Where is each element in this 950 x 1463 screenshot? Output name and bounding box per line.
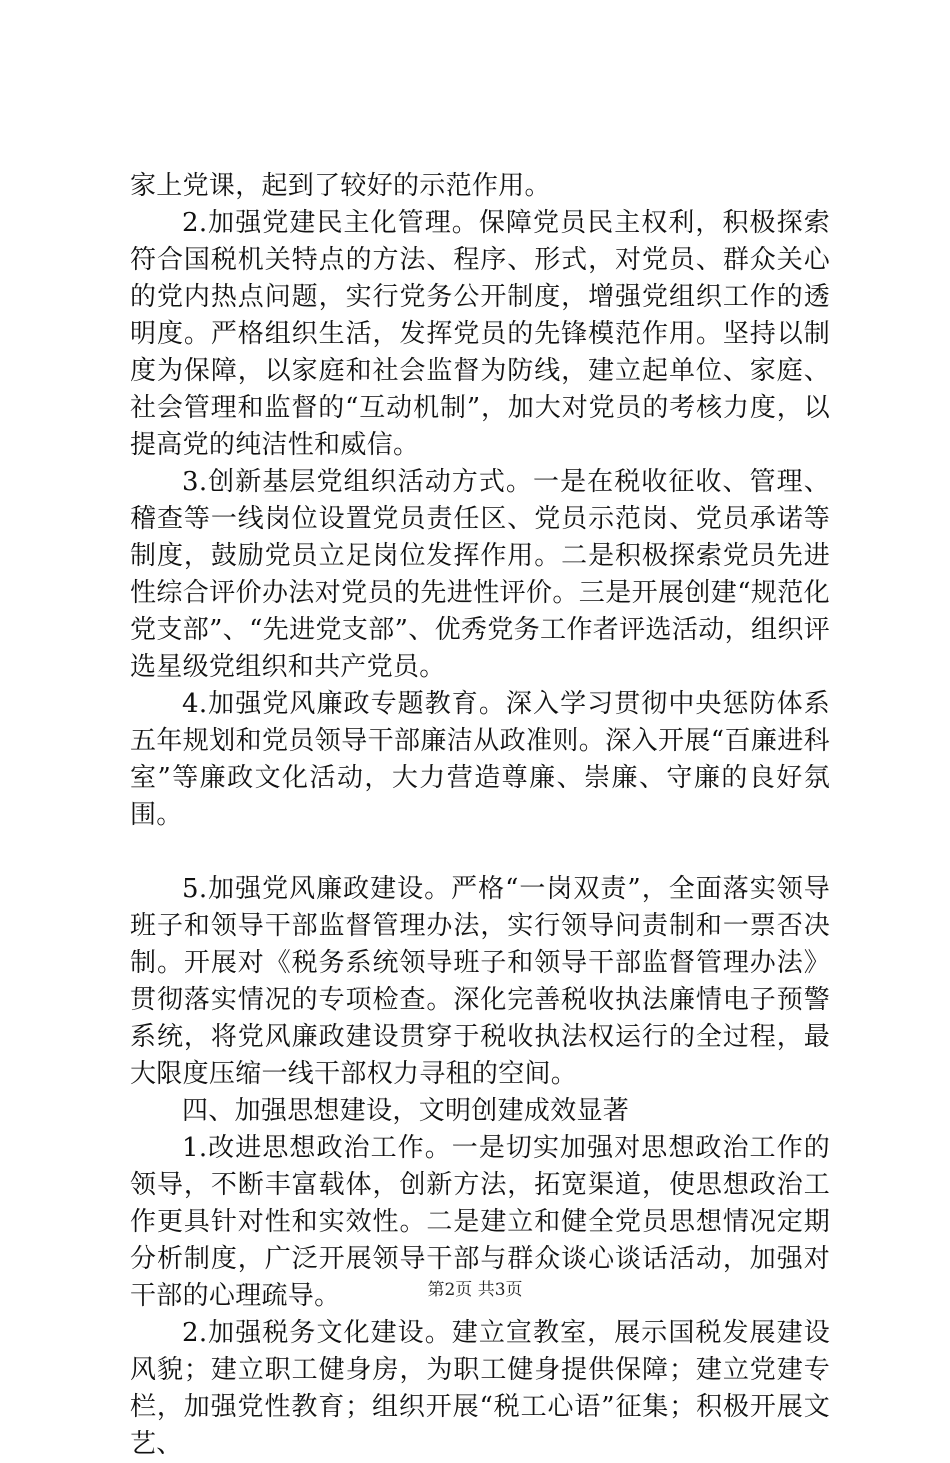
paragraph-party-democratic-management: 2.加强党建民主化管理。保障党员民主权利，积极探索符合国税机关特点的方法、程序、形式，对党员、群众关心的党内热点问题，实行党务公开制度，增强党组织工作的透明度。严格组织生活，发挥党员的先锋模范作用。坚持以制度为保障，以家庭和社会监督为防线，建立起单位、家庭、社会管理和监督的“互动机制”，加大对党员的考核力度，以提高党的纯洁性和威信。	[130, 208, 830, 460]
paragraph-tax-culture: 2.加强税务文化建设。建立宣教室，展示国税发展建设风貌；建立职工健身房，为职工健身提供保障；建立党建专栏，加强党性教育；组织开展“税工心语”征集；积极开展文艺、	[130, 1318, 830, 1459]
paragraph-party-activity-innovation: 3.创新基层党组织活动方式。一是在税收征收、管理、稽查等一线岗位设置党员责任区、党员示范岗、党员承诺等制度，鼓励党员立足岗位发挥作用。二是积极探索党员先进性综合评价办法对党员的先进性评价。三是开展创建“规范化党支部”、“先进党支部”、优秀党务工作者评选活动，组织评选星级党组织和共产党员。	[130, 467, 830, 682]
paragraph-continuation: 家上党课，起到了较好的示范作用。	[130, 171, 551, 201]
paragraph-integrity-building: 5.加强党风廉政建设。严格“一岗双责”，全面落实领导班子和领导干部监督管理办法，实行领导问责制和一票否决制。开展对《税务系统领导班子和领导干部监督管理办法》贯彻落实情况的专项检查。深化完善税收执法廉情电子预警系统，将党风廉政建设贯穿于税收执法权运行的全过程，最大限度压缩一线干部权力寻租的空间。	[130, 874, 830, 1089]
page-number-footer: 第2页 共3页	[427, 1280, 523, 1300]
paragraph-political-work: 1.改进思想政治工作。一是切实加强对思想政治工作的领导，不断丰富载体，创新方法，拓宽渠道，使思想政治工作更具针对性和实效性。二是建立和健全党员思想情况定期分析制度，广泛开展领导干部与群众谈心谈话活动，加强对干部的心理疏导。	[130, 1133, 830, 1311]
paragraph-integrity-education: 4.加强党风廉政专题教育。深入学习贯彻中央惩防体系五年规划和党员领导干部廉洁从政准则。深入开展“百廉进科室”等廉政文化活动，大力营造尊廉、崇廉、守廉的良好氛围。	[130, 689, 830, 830]
section-heading-ideology: 四、加强思想建设，文明创建成效显著	[182, 1096, 630, 1126]
document-body	[130, 168, 830, 1463]
